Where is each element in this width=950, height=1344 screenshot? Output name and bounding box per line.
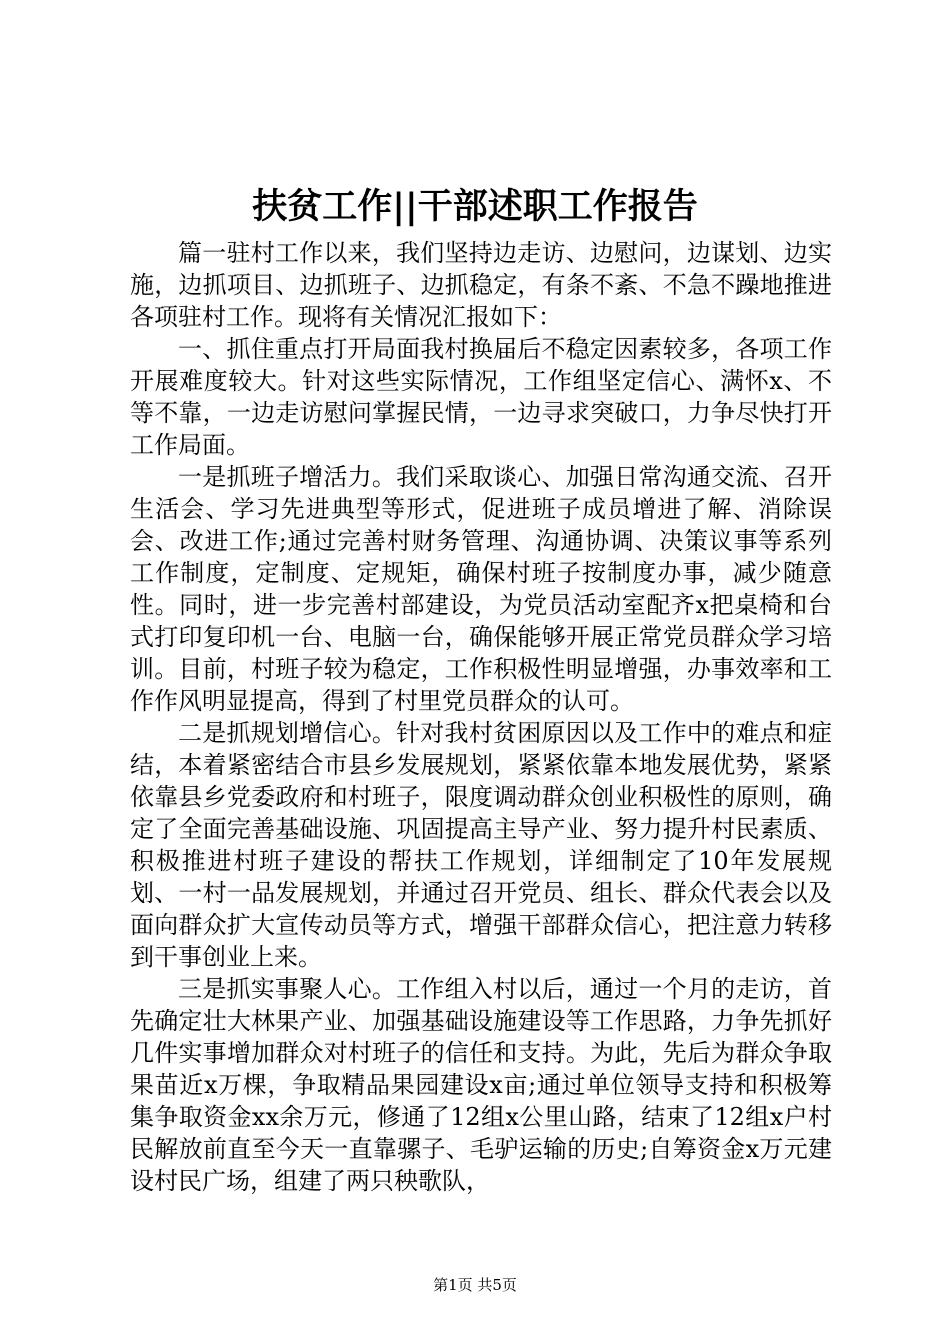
paragraph-intro: 篇一驻村工作以来，我们坚持边走访、边慰问，边谋划、边实施，边抓项目、边抓班子、边抓稳定，有条不紊、不急不躁地推进各项驻村工作。现将有关情况汇报如下： bbox=[130, 239, 832, 331]
paragraph-planning: 二是抓规划增信心。针对我村贫困原因以及工作中的难点和症结，本着紧密结合市县乡发展规划，紧紧依靠本地发展优势，紧紧依靠县乡党委政府和村班子，限度调动群众创业积极性的原则，确定了全面完善基础设施、巩固提高主导产业、努力提升村民素质、积极推进村班子建设的帮扶工作规划，详细制定了10年发展规划、一村一品发展规划，并通过召开党员、组长、群众代表会以及面向群众扩大宣传动员等方式，增强干部群众信心，把注意力转移到干事创业上来。 bbox=[130, 719, 832, 971]
paragraph-practical-work: 三是抓实事聚人心。工作组入村以后，通过一个月的走访，首先确定壮大林果产业、加强基础设施建设等工作思路，力争先抓好几件实事增加群众对村班子的信任和支持。为此，先后为群众争取果苗近x万棵，争取精品果园建设x亩;通过单位领导支持和积极筹集争取资金xx余万元，修通了12组x公里山路，结束了12组x户村民解放前直至今天一直靠骡子、毛驴运输的历史;自筹资金x万元建设村民广场，组建了两只秧歌队， bbox=[130, 975, 832, 1195]
document-body bbox=[130, 237, 832, 1197]
paragraph-section-one: 一、抓住重点打开局面我村换届后不稳定因素较多，各项工作开展难度较大。针对这些实际情况，工作组坚定信心、满怀x、不等不靠，一边走访慰问掌握民情，一边寻求突破口，力争尽快打开工作局面。 bbox=[130, 335, 832, 459]
document-title: 扶贫工作||干部述职工作报告 bbox=[252, 186, 698, 227]
paragraph-team-building: 一是抓班子增活力。我们采取谈心、加强日常沟通交流、召开生活会、学习先进典型等形式，促进班子成员增进了解、消除误会、改进工作;通过完善村财务管理、沟通协调、决策议事等系列工作制度，定制度、定规矩，确保村班子按制度办事，减少随意性。同时，进一步完善村部建设，为党员活动室配齐x把桌椅和台式打印复印机一台、电脑一台，确保能够开展正常党员群众学习培训。目前，村班子较为稳定，工作积极性明显增强，办事效率和工作作风明显提高，得到了村里党员群众的认可。 bbox=[130, 463, 832, 715]
page-footer: 第1页 共5页 bbox=[433, 1276, 517, 1294]
